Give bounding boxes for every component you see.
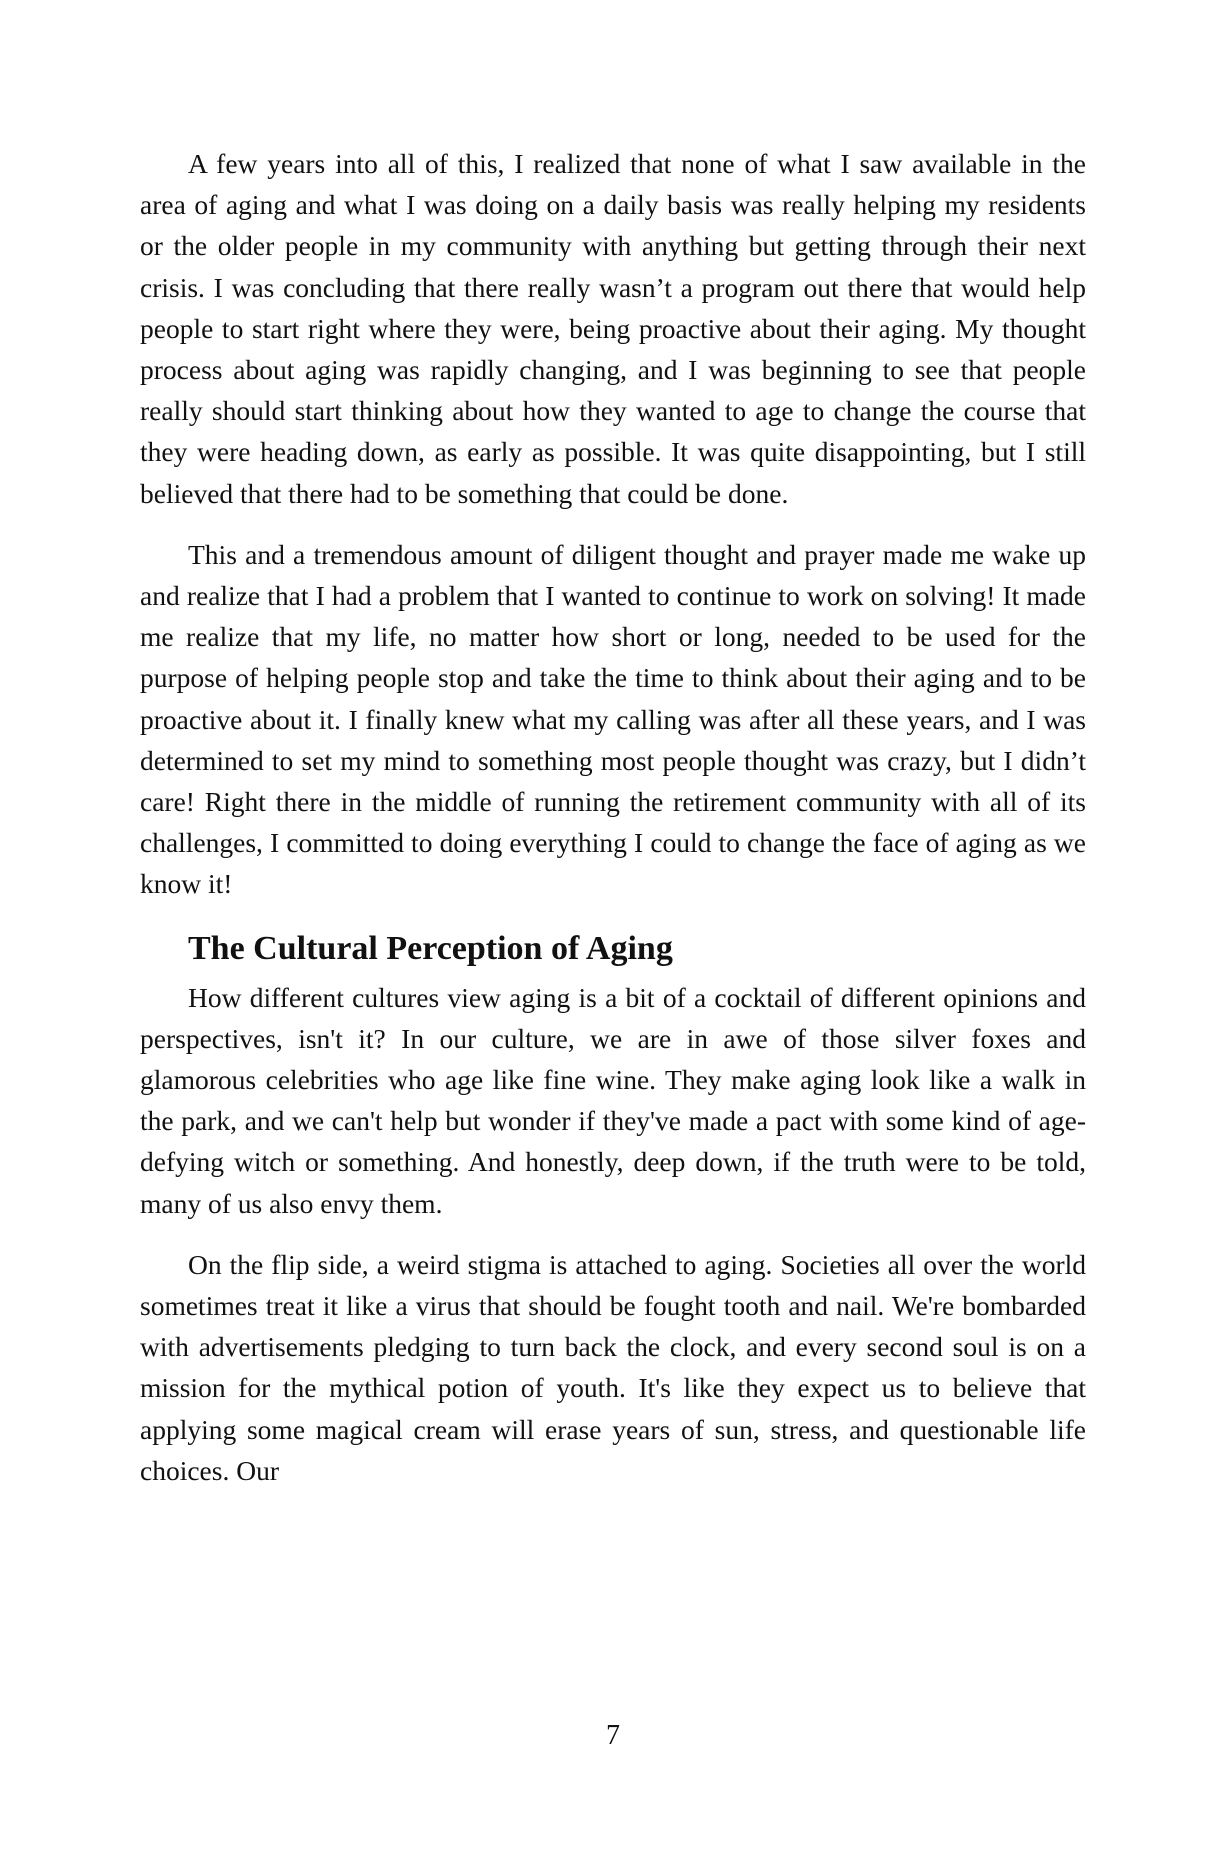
paragraph-realization: A few years into all of this, I realized that none of what I saw available in the area of aging and what I was doing on a daily basis was really helping my residents or the older people in my community with anything but getting through their next crisis. I was concluding that there really wasn’t a program out there that would help people to start right where they were, being proactive about their aging. My thought process about aging was rapidly changing, and I was beginning to see that people really should start thinking about how they wanted to age to change the course that they were heading down, as early as possible. It was quite disappointing, but I still believed that there had to be something that could be done.	[140, 148, 1086, 509]
paragraph-stigma: On the flip side, a weird stigma is attached to aging. Societies all over the world sometimes treat it like a virus that should be fought tooth and nail. We're bombarded with advertisements pledging to turn back the clock, and every second soul is on a mission for the mythical potion of youth. It's like they expect us to believe that applying some magical cream will erase years of sun, stress, and questionable life choices. Our	[140, 1248, 1086, 1486]
book-page-body	[140, 143, 1086, 1511]
page-number: 7	[606, 1720, 620, 1751]
paragraph-cultural-views: How different cultures view aging is a bit of a cocktail of different opinions and perspectives, isn't it? In our culture, we are in awe of those silver foxes and glamorous celebrities who age like fine wine. They make aging look like a walk in the park, and we can't help but wonder if they've made a pact with some kind of age-defying witch or something. And honestly, deep down, if the truth were to be told, many of us also envy them.	[140, 981, 1086, 1219]
section-heading: The Cultural Perception of Aging	[188, 929, 673, 967]
paragraph-calling: This and a tremendous amount of diligent thought and prayer made me wake up and realize that I had a problem that I wanted to continue to work on solving! It made me realize that my life, no matter how short or long, needed to be used for the purpose of helping people stop and take the time to think about their aging and to be proactive about it. I finally knew what my calling was after all these years, and I was determined to set my mind to something most people thought was crazy, but I didn’t care! Right there in the middle of running the retirement community with all of its challenges, I committed to doing everything I could to change the face of aging as we know it!	[140, 538, 1086, 900]
